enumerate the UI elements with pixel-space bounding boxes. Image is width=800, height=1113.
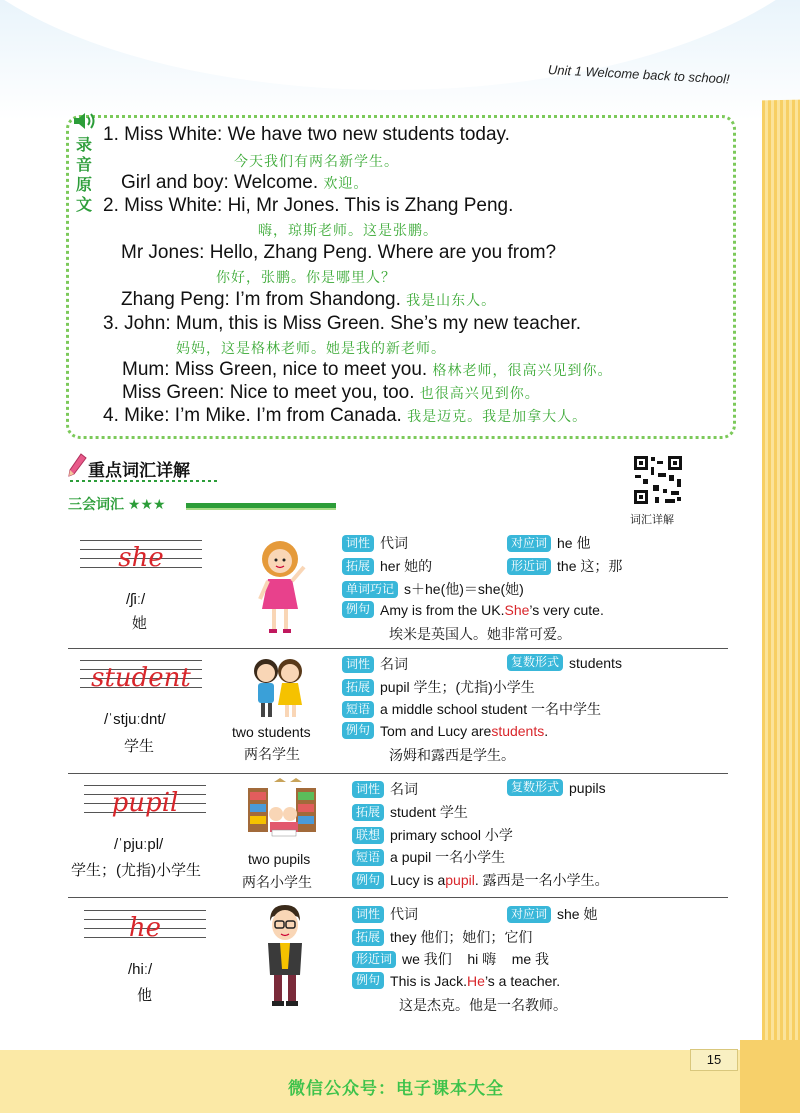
dialogue-line xyxy=(121,289,496,311)
vocab-word: pupil xyxy=(111,788,179,818)
detail-row xyxy=(389,624,571,644)
detail-row xyxy=(352,802,468,822)
page-number: 15 xyxy=(690,1049,738,1071)
dialogue-translation: 我是山东人。 xyxy=(406,292,497,308)
dialogue-translation: 我是迈克。我是加拿大人。 xyxy=(407,408,588,424)
detail-value: the 这；那 xyxy=(557,558,623,574)
detail-row xyxy=(507,556,622,576)
detail-value: a middle school student 一名中学生 xyxy=(380,701,601,717)
qr-label: 词汇详解 xyxy=(630,514,674,526)
detail-row xyxy=(352,904,418,924)
detail-row xyxy=(342,533,408,553)
vocab-entry xyxy=(80,535,202,635)
detail-value: student 学生 xyxy=(390,804,468,820)
dialogue-line xyxy=(121,172,368,194)
part-of-speech-tag: 词性 xyxy=(352,781,384,798)
part-of-speech-tag: 词性 xyxy=(342,535,374,552)
detail-value: they 他们；她们；它们 xyxy=(390,929,533,945)
dialogue-line xyxy=(122,382,540,404)
dialogue-line: 1. Miss White: We have two new students today. xyxy=(103,124,510,145)
part-of-speech-tag: 词性 xyxy=(342,656,374,673)
detail-value: we 我们 hi 嗨 me 我 xyxy=(402,951,550,967)
dialogue-line-en: Girl and boy: Welcome. xyxy=(121,172,319,193)
man-teacher-illustration xyxy=(262,903,308,1007)
vocab-word: he xyxy=(128,913,162,943)
dialogue-translation: 也很高兴见到你。 xyxy=(419,385,540,401)
side-label-char: 录 xyxy=(76,137,93,154)
example-text: This is Jack. xyxy=(390,972,468,989)
book-page-edge-bottom xyxy=(740,1040,800,1113)
meaning: 她 xyxy=(132,615,148,632)
dialogue-translation: 格林老师，很高兴见到你。 xyxy=(432,362,613,378)
detail-row xyxy=(352,779,418,799)
dialogue-line: 2. Miss White: Hi, Mr Jones. This is Zhang Peng. xyxy=(103,195,514,216)
detail-value: pupils xyxy=(569,779,606,796)
meaning: 学生 xyxy=(124,738,155,755)
detail-value: 名词 xyxy=(380,656,409,672)
example-highlight: She xyxy=(504,601,530,618)
example-highlight: pupil xyxy=(445,872,475,888)
detail-row xyxy=(352,847,505,867)
illustration-caption-zh: 两名小学生 xyxy=(242,874,312,890)
detail-value: pupil 学生；(尤指)小学生 xyxy=(380,679,535,695)
example-translation: 这是杰克。他是一名教师。 xyxy=(399,997,567,1013)
side-label-char: 文 xyxy=(76,197,93,214)
entry-separator xyxy=(68,648,728,649)
dialogue-line xyxy=(103,405,587,427)
detail-value: a pupil 一名小学生 xyxy=(390,849,506,865)
meaning: 学生；(尤指)小学生 xyxy=(71,862,201,879)
association-tag: 联想 xyxy=(352,827,384,844)
meaning: 他 xyxy=(137,987,153,1004)
example-text: Tom and Lucy are xyxy=(380,722,492,739)
example-tag: 例句 xyxy=(352,972,384,989)
detail-row xyxy=(507,779,606,796)
phonetic: /ʃiː/ xyxy=(126,591,146,608)
dialogue-line: 3. John: Mum, this is Miss Green. She’s my new teacher. xyxy=(103,313,582,334)
example-text: . 露西是一名小学生。 xyxy=(474,872,609,888)
speaker-icon[interactable] xyxy=(72,110,100,132)
illustration-caption: two students xyxy=(232,724,311,740)
detail-row xyxy=(342,556,432,576)
two-students-illustration xyxy=(246,655,310,721)
extension-tag: 拓展 xyxy=(352,804,384,821)
detail-row xyxy=(342,677,535,697)
detail-value: 名词 xyxy=(390,781,419,797)
example-text: Amy is from the UK. xyxy=(380,601,505,618)
phrase-tag: 短语 xyxy=(352,849,384,866)
detail-row xyxy=(342,601,604,618)
detail-value: primary school 小学 xyxy=(390,827,513,843)
dialogue-line-en: 4. Mike: I’m Mike. I’m from Canada. xyxy=(103,405,402,426)
detail-row xyxy=(352,927,532,947)
extension-tag: 拓展 xyxy=(342,558,374,575)
counterpart-tag: 对应词 xyxy=(507,535,551,552)
detail-row xyxy=(352,972,560,989)
extension-tag: 拓展 xyxy=(342,679,374,696)
vocab-section-title: 重点词汇详解 xyxy=(88,461,190,480)
unit-title: Unit 1 Welcome back to school! xyxy=(547,62,730,87)
dialogue-line-en: Miss Green: Nice to meet you, too. xyxy=(122,382,415,403)
part-of-speech-tag: 词性 xyxy=(352,906,384,923)
phonetic: /ˈpjuːpl/ xyxy=(114,836,164,853)
detail-row xyxy=(507,654,622,671)
detail-row xyxy=(389,745,515,765)
dialogue-line-en: Mum: Miss Green, nice to meet you. xyxy=(122,359,428,380)
similar-word-tag: 形近词 xyxy=(507,558,551,575)
example-text: ’s a teacher. xyxy=(484,972,561,989)
similar-word-tag: 形近词 xyxy=(352,951,396,968)
entry-separator xyxy=(68,773,728,774)
memory-tip-tag: 单词巧记 xyxy=(342,581,398,598)
vocab-entry xyxy=(80,655,202,755)
example-translation: 汤姆和露西是学生。 xyxy=(389,747,515,763)
detail-value: students xyxy=(569,654,622,671)
plural-tag: 复数形式 xyxy=(507,779,563,796)
dialogue-translation: 妈妈，这是格林老师。她是我的新老师。 xyxy=(176,340,446,356)
entry-separator xyxy=(68,897,728,898)
vocab-title-underline xyxy=(70,480,220,482)
detail-row xyxy=(342,579,524,599)
detail-value: s＋he(他)＝she(她) xyxy=(404,581,524,597)
example-text: Lucy is a xyxy=(390,872,446,888)
example-tag: 例句 xyxy=(342,601,374,618)
dialogue-line: Mr Jones: Hello, Zhang Peng. Where are you from? xyxy=(121,242,557,263)
detail-value: 代词 xyxy=(380,535,409,551)
dialogue-line-en: Zhang Peng: I’m from Shandong. xyxy=(121,289,401,310)
two-pupils-illustration xyxy=(246,778,318,842)
phonetic: /ˈstjuːdnt/ xyxy=(104,711,166,728)
dialogue-side-label xyxy=(76,136,94,216)
dialogue-line xyxy=(122,359,612,381)
example-tag: 例句 xyxy=(342,722,374,739)
phonetic: /hiː/ xyxy=(128,961,153,978)
footer-watermark: 微信公众号：电子课本大全 xyxy=(288,1079,504,1098)
extension-tag: 拓展 xyxy=(352,929,384,946)
detail-row xyxy=(352,949,549,969)
dialogue-translation: 欢迎。 xyxy=(323,175,369,191)
example-text: ’s very cute. xyxy=(529,601,604,618)
detail-value: her 她的 xyxy=(380,558,433,574)
detail-row xyxy=(352,870,609,890)
illustration-caption-zh: 两名学生 xyxy=(244,746,300,762)
dialogue-translation: 今天我们有两名新学生。 xyxy=(234,153,399,169)
qr-code-icon[interactable] xyxy=(633,455,683,505)
dialogue-translation: 嗨，琼斯老师。这是张鹏。 xyxy=(258,222,438,238)
detail-row xyxy=(342,654,408,674)
example-highlight: He xyxy=(467,972,485,989)
dialogue-translation: 你好，张鹏。你是哪里人？ xyxy=(216,269,396,285)
phrase-tag: 短语 xyxy=(342,701,374,718)
example-tag: 例句 xyxy=(352,872,384,889)
illustration-caption: two pupils xyxy=(248,851,311,867)
detail-value: he 他 xyxy=(557,535,591,551)
vocab-level: 三会词汇 ★★★ xyxy=(68,496,166,512)
detail-row xyxy=(342,722,548,739)
detail-value: she 她 xyxy=(557,906,598,922)
detail-row xyxy=(342,699,601,719)
example-translation: 埃米是英国人。她非常可爱。 xyxy=(389,626,571,642)
counterpart-tag: 对应词 xyxy=(507,906,551,923)
detail-row xyxy=(352,825,513,845)
book-page-edge xyxy=(762,100,800,1113)
plural-tag: 复数形式 xyxy=(507,654,563,671)
side-label-char: 音 xyxy=(76,157,93,174)
vocab-word: student xyxy=(91,663,191,693)
side-label-char: 原 xyxy=(76,177,93,194)
girl-illustration xyxy=(252,537,308,637)
detail-row xyxy=(399,995,567,1015)
example-text: . xyxy=(544,722,549,739)
detail-row xyxy=(507,533,590,553)
vocab-entry xyxy=(84,905,206,1005)
detail-value: 代词 xyxy=(390,906,419,922)
level-bar-light xyxy=(186,508,336,510)
example-highlight: students xyxy=(491,722,545,739)
detail-row xyxy=(507,904,597,924)
pencil-icon xyxy=(66,452,88,478)
vocab-word: she xyxy=(118,543,164,573)
